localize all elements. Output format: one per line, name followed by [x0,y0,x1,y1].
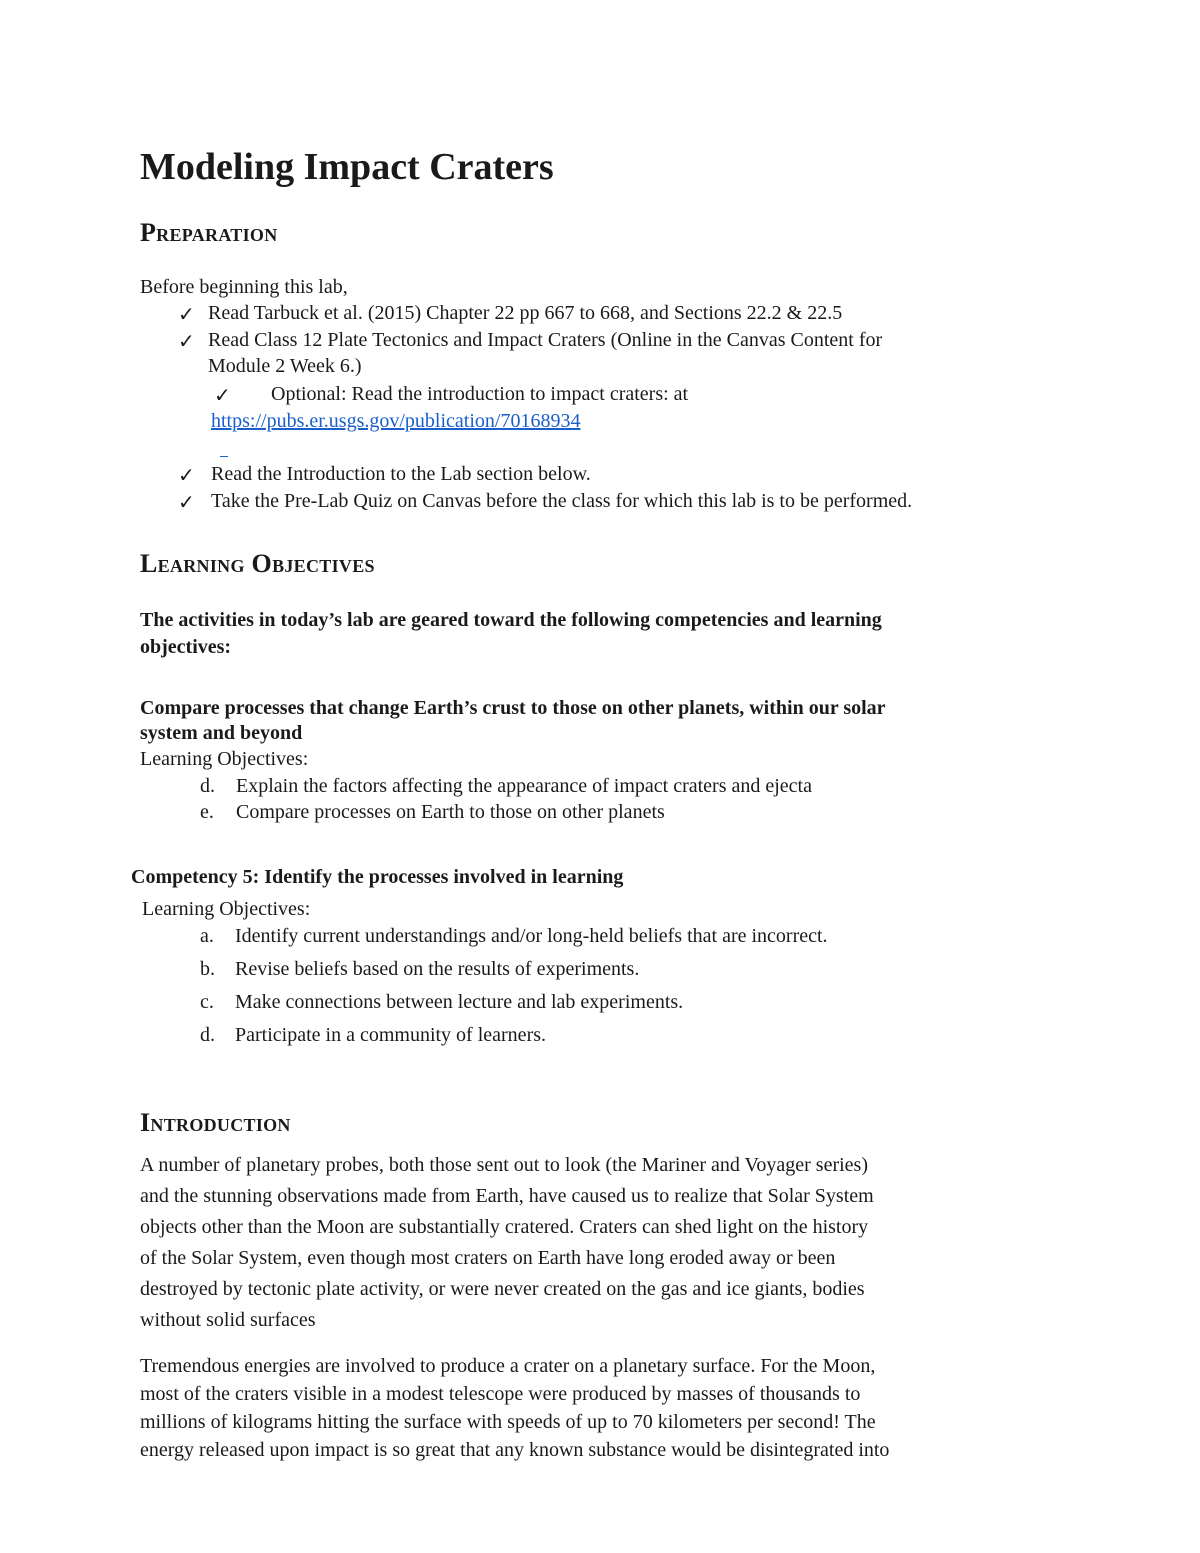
list-item: Identify current understandings and/or long-held beliefs that are incorrect. [235,925,828,947]
usgs-link[interactable]: https://pubs.er.usgs.gov/publication/70168934 [211,410,581,432]
list-item: Revise beliefs based on the results of experiments. [235,958,640,980]
lo-lead-line-1: The activities in today’s lab are geared toward the following competencies and learning [140,609,882,631]
compare-heading-line-2: system and beyond [140,722,303,744]
page-title: Modeling Impact Craters [140,146,554,188]
compare-heading-line-1: Compare processes that change Earth’s crust to those on other planets, within our solar [140,697,886,719]
paragraph-line: destroyed by tectonic plate activity, or were never created on the gas and ice giants, bodies [140,1278,865,1300]
divider [220,456,228,457]
paragraph-line: millions of kilograms hitting the surface with speeds of up to 70 kilometers per second! The [140,1411,876,1433]
lo-label-2: Learning Objectives: [142,898,311,920]
list-marker: d. [200,775,215,797]
paragraph-line: energy released upon impact is so great that any known substance would be disintegrated into [140,1439,890,1461]
introduction-heading: Introduction [140,1108,291,1137]
list-marker: c. [200,991,214,1013]
prep-item-1: Read Tarbuck et al. (2015) Chapter 22 pp 667 to 668, and Sections 22.2 & 22.5 [208,302,843,324]
paragraph-line: of the Solar System, even though most craters on Earth have long eroded away or been [140,1247,836,1269]
intro-paragraph-1 [140,1150,874,1336]
competency-5-heading: Competency 5: Identify the processes involved in learning [131,866,624,888]
list-marker: e. [200,801,214,823]
prep-item-2: Read Class 12 Plate Tectonics and Impact Craters (Online in the Canvas Content for [208,329,883,351]
list-item: Compare processes on Earth to those on other planets [236,801,665,823]
check-icon: ✓ [178,331,195,353]
prep-item-4: Take the Pre-Lab Quiz on Canvas before the class for which this lab is to be performed. [211,490,913,512]
lo-lead-line-2: objectives: [140,636,232,658]
paragraph-line: and the stunning observations made from Earth, have caused us to realize that Solar System [140,1185,874,1207]
paragraph-line: most of the craters visible in a modest telescope were produced by masses of thousands to [140,1383,861,1405]
list-item: Participate in a community of learners. [235,1024,547,1046]
check-icon: ✓ [178,492,195,514]
paragraph-line: without solid surfaces [140,1309,316,1331]
preparation-heading: Preparation [140,218,278,247]
paragraph-line: objects other than the Moon are substantially cratered. Craters can shed light on the history [140,1216,869,1238]
prep-optional: Optional: Read the introduction to impact craters: at [271,383,689,405]
prep-item-3: Read the Introduction to the Lab section below. [211,463,591,485]
check-icon: ✓ [178,465,195,487]
list-marker: d. [200,1024,215,1046]
list-marker: b. [200,958,215,980]
check-icon: ✓ [214,385,231,407]
prep-item-2-cont: Module 2 Week 6.) [208,355,362,377]
list-item: Explain the factors affecting the appearance of impact craters and ejecta [236,775,812,797]
intro-paragraph-2 [140,1352,889,1464]
paragraph-line: A number of planetary probes, both those sent out to look (the Mariner and Voyager series) [140,1154,868,1176]
preparation-intro: Before beginning this lab, [140,276,348,298]
check-icon: ✓ [178,304,195,326]
paragraph-line: Tremendous energies are involved to produce a crater on a planetary surface. For the Moon, [140,1355,876,1377]
learning-objectives-heading: Learning Objectives [140,549,375,578]
lo-label: Learning Objectives: [140,748,309,770]
list-item: Make connections between lecture and lab experiments. [235,991,684,1013]
list-marker: a. [200,925,214,947]
